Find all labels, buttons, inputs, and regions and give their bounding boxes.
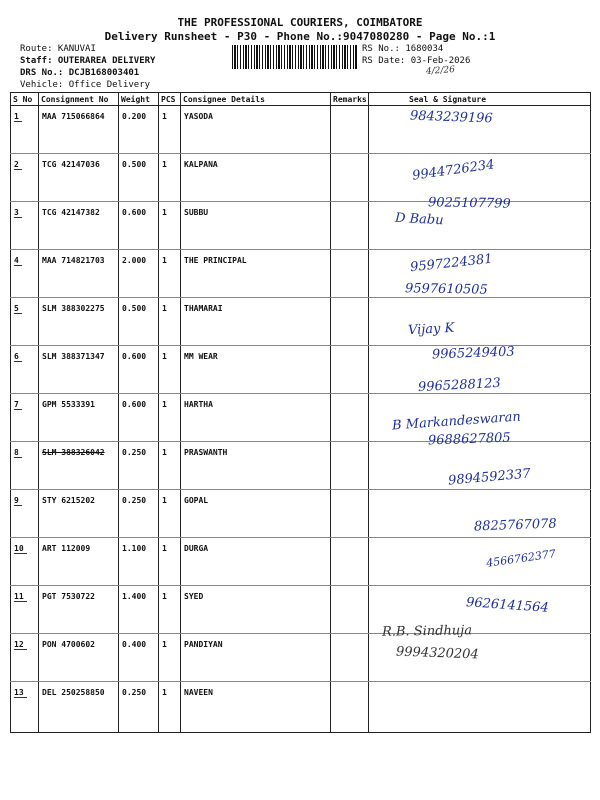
- handwritten-signature: 9626141564: [465, 595, 550, 616]
- row-weight: 0.250: [119, 442, 159, 490]
- row-consignee: HARTHA: [181, 394, 331, 442]
- row-consignee: KALPANA: [181, 154, 331, 202]
- row-sno: 12: [14, 640, 27, 650]
- row-consignee: SUBBU: [181, 202, 331, 250]
- handwritten-signature: 9894592337: [447, 466, 532, 489]
- row-sno: 6: [14, 352, 22, 362]
- row-consignment: STY 6215202: [39, 490, 119, 538]
- row-sno: 11: [14, 592, 27, 602]
- handwritten-signature: R.B. Sindhuja: [381, 623, 473, 640]
- row-pcs: 1: [159, 634, 181, 682]
- row-consignee: DURGA: [181, 538, 331, 586]
- row-consignee: PANDIYAN: [181, 634, 331, 682]
- row-sno: 7: [14, 400, 22, 410]
- row-remarks: [331, 250, 369, 298]
- row-consignment: MAA 715066864: [39, 106, 119, 154]
- row-pcs: 1: [159, 346, 181, 394]
- row-remarks: [331, 346, 369, 394]
- handwritten-signature: D Babu: [394, 210, 444, 229]
- handwritten-signature: 9688627805: [427, 430, 511, 449]
- route-label: Route: KANUVAI: [20, 44, 96, 54]
- row-remarks: [331, 682, 369, 733]
- row-sno: 1: [14, 112, 22, 122]
- col-pcs: PCS: [159, 93, 181, 106]
- col-consignment: Consignment No: [39, 93, 119, 106]
- row-consignee: MM WEAR: [181, 346, 331, 394]
- company-title: THE PROFESSIONAL COURIERS, COIMBATORE: [177, 16, 423, 29]
- row-consignment: PGT 7530722: [39, 586, 119, 634]
- row-weight: 0.200: [119, 106, 159, 154]
- row-sno: 5: [14, 304, 22, 314]
- row-pcs: 1: [159, 442, 181, 490]
- row-consignment: PON 4700602: [39, 634, 119, 682]
- handwritten-signature: 9965288123: [417, 375, 502, 396]
- table-row: [11, 634, 591, 682]
- row-remarks: [331, 586, 369, 634]
- row-consignee: YASODA: [181, 106, 331, 154]
- handwritten-signature: 4566762377: [485, 547, 557, 570]
- row-weight: 0.500: [119, 298, 159, 346]
- col-sno: S No: [11, 93, 39, 106]
- row-weight: 2.000: [119, 250, 159, 298]
- row-pcs: 1: [159, 490, 181, 538]
- row-consignee: THAMARAI: [181, 298, 331, 346]
- table-row: [11, 298, 591, 346]
- row-sno: 9: [14, 496, 22, 506]
- barcode: [232, 45, 358, 69]
- row-consignee: NAVEEN: [181, 682, 331, 733]
- row-pcs: 1: [159, 538, 181, 586]
- col-seal: Seal & Signature: [369, 93, 591, 106]
- row-signature-cell: [369, 298, 591, 346]
- row-remarks: [331, 490, 369, 538]
- row-remarks: [331, 394, 369, 442]
- row-remarks: [331, 298, 369, 346]
- rs-number: RS No.: 1680034: [362, 44, 444, 54]
- row-remarks: [331, 154, 369, 202]
- row-consignment: MAA 714821703: [39, 250, 119, 298]
- table-row: [11, 250, 591, 298]
- drs-number: DRS No.: DCJB168003401: [20, 68, 140, 78]
- row-sno: 2: [14, 160, 22, 170]
- row-pcs: 1: [159, 202, 181, 250]
- col-weight: Weight: [119, 93, 159, 106]
- row-consignment: ART 112009: [39, 538, 119, 586]
- col-consignee: Consignee Details: [181, 93, 331, 106]
- table-row: [11, 682, 591, 733]
- row-weight: 0.250: [119, 490, 159, 538]
- handwritten-signature: 9025107799: [427, 195, 511, 212]
- row-consignee: SYED: [181, 586, 331, 634]
- table-header-row: [11, 93, 591, 106]
- handwritten-signature: B Markandeswaran: [391, 409, 522, 434]
- row-remarks: [331, 106, 369, 154]
- row-remarks: [331, 634, 369, 682]
- staff-label: Staff: OUTERAREA DELIVERY: [20, 56, 156, 66]
- row-consignee: GOPAL: [181, 490, 331, 538]
- row-remarks: [331, 202, 369, 250]
- row-consignee: THE PRINCIPAL: [181, 250, 331, 298]
- row-consignee: PRASWANTH: [181, 442, 331, 490]
- row-pcs: 1: [159, 586, 181, 634]
- handwritten-signature: Vijay K: [407, 320, 455, 339]
- handwritten-signature: 9843239196: [409, 108, 493, 127]
- handwritten-signature: 9965249403: [431, 344, 515, 363]
- table-row: [11, 154, 591, 202]
- rs-date: RS Date: 03-Feb-2026: [362, 56, 471, 66]
- row-consignment: SLM 388371347: [39, 346, 119, 394]
- row-consignment: GPM 5533391: [39, 394, 119, 442]
- row-consignment: TCG 42147036: [39, 154, 119, 202]
- col-remarks: Remarks: [331, 93, 369, 106]
- row-pcs: 1: [159, 682, 181, 733]
- row-weight: 0.600: [119, 346, 159, 394]
- handwritten-date: 4/2/26: [425, 65, 456, 77]
- row-weight: 0.250: [119, 682, 159, 733]
- row-pcs: 1: [159, 394, 181, 442]
- row-remarks: [331, 442, 369, 490]
- row-consignment: SLM 388302275: [39, 298, 119, 346]
- row-sno: 8: [14, 448, 22, 458]
- runsheet-subtitle: Delivery Runsheet - P30 - Phone No.:9047080280 - Page No.:1: [104, 30, 496, 43]
- row-consignment: DEL 250258850: [39, 682, 119, 733]
- row-weight: 1.400: [119, 586, 159, 634]
- row-pcs: 1: [159, 298, 181, 346]
- row-weight: 0.500: [119, 154, 159, 202]
- vehicle-label: Vehicle: Office Delivery: [20, 80, 151, 90]
- row-weight: 0.600: [119, 394, 159, 442]
- row-sno: 4: [14, 256, 22, 266]
- row-remarks: [331, 538, 369, 586]
- row-sno: 3: [14, 208, 22, 218]
- row-pcs: 1: [159, 250, 181, 298]
- row-sno: 13: [14, 688, 27, 698]
- row-pcs: 1: [159, 154, 181, 202]
- row-weight: 1.100: [119, 538, 159, 586]
- handwritten-signature: 9994320204: [395, 644, 479, 663]
- handwritten-signature: 9597610505: [404, 281, 488, 298]
- row-consignment: SLM 388326042: [39, 442, 119, 490]
- row-signature-cell: [369, 538, 591, 586]
- row-weight: 0.400: [119, 634, 159, 682]
- row-signature-cell: [369, 682, 591, 733]
- row-weight: 0.600: [119, 202, 159, 250]
- row-sno: 10: [14, 544, 27, 554]
- handwritten-signature: 9944726234: [411, 157, 496, 184]
- table-row: [11, 106, 591, 154]
- handwritten-signature: 9597224381: [409, 251, 494, 276]
- row-consignment: TCG 42147382: [39, 202, 119, 250]
- row-pcs: 1: [159, 106, 181, 154]
- handwritten-signature: 8825767078: [473, 516, 557, 535]
